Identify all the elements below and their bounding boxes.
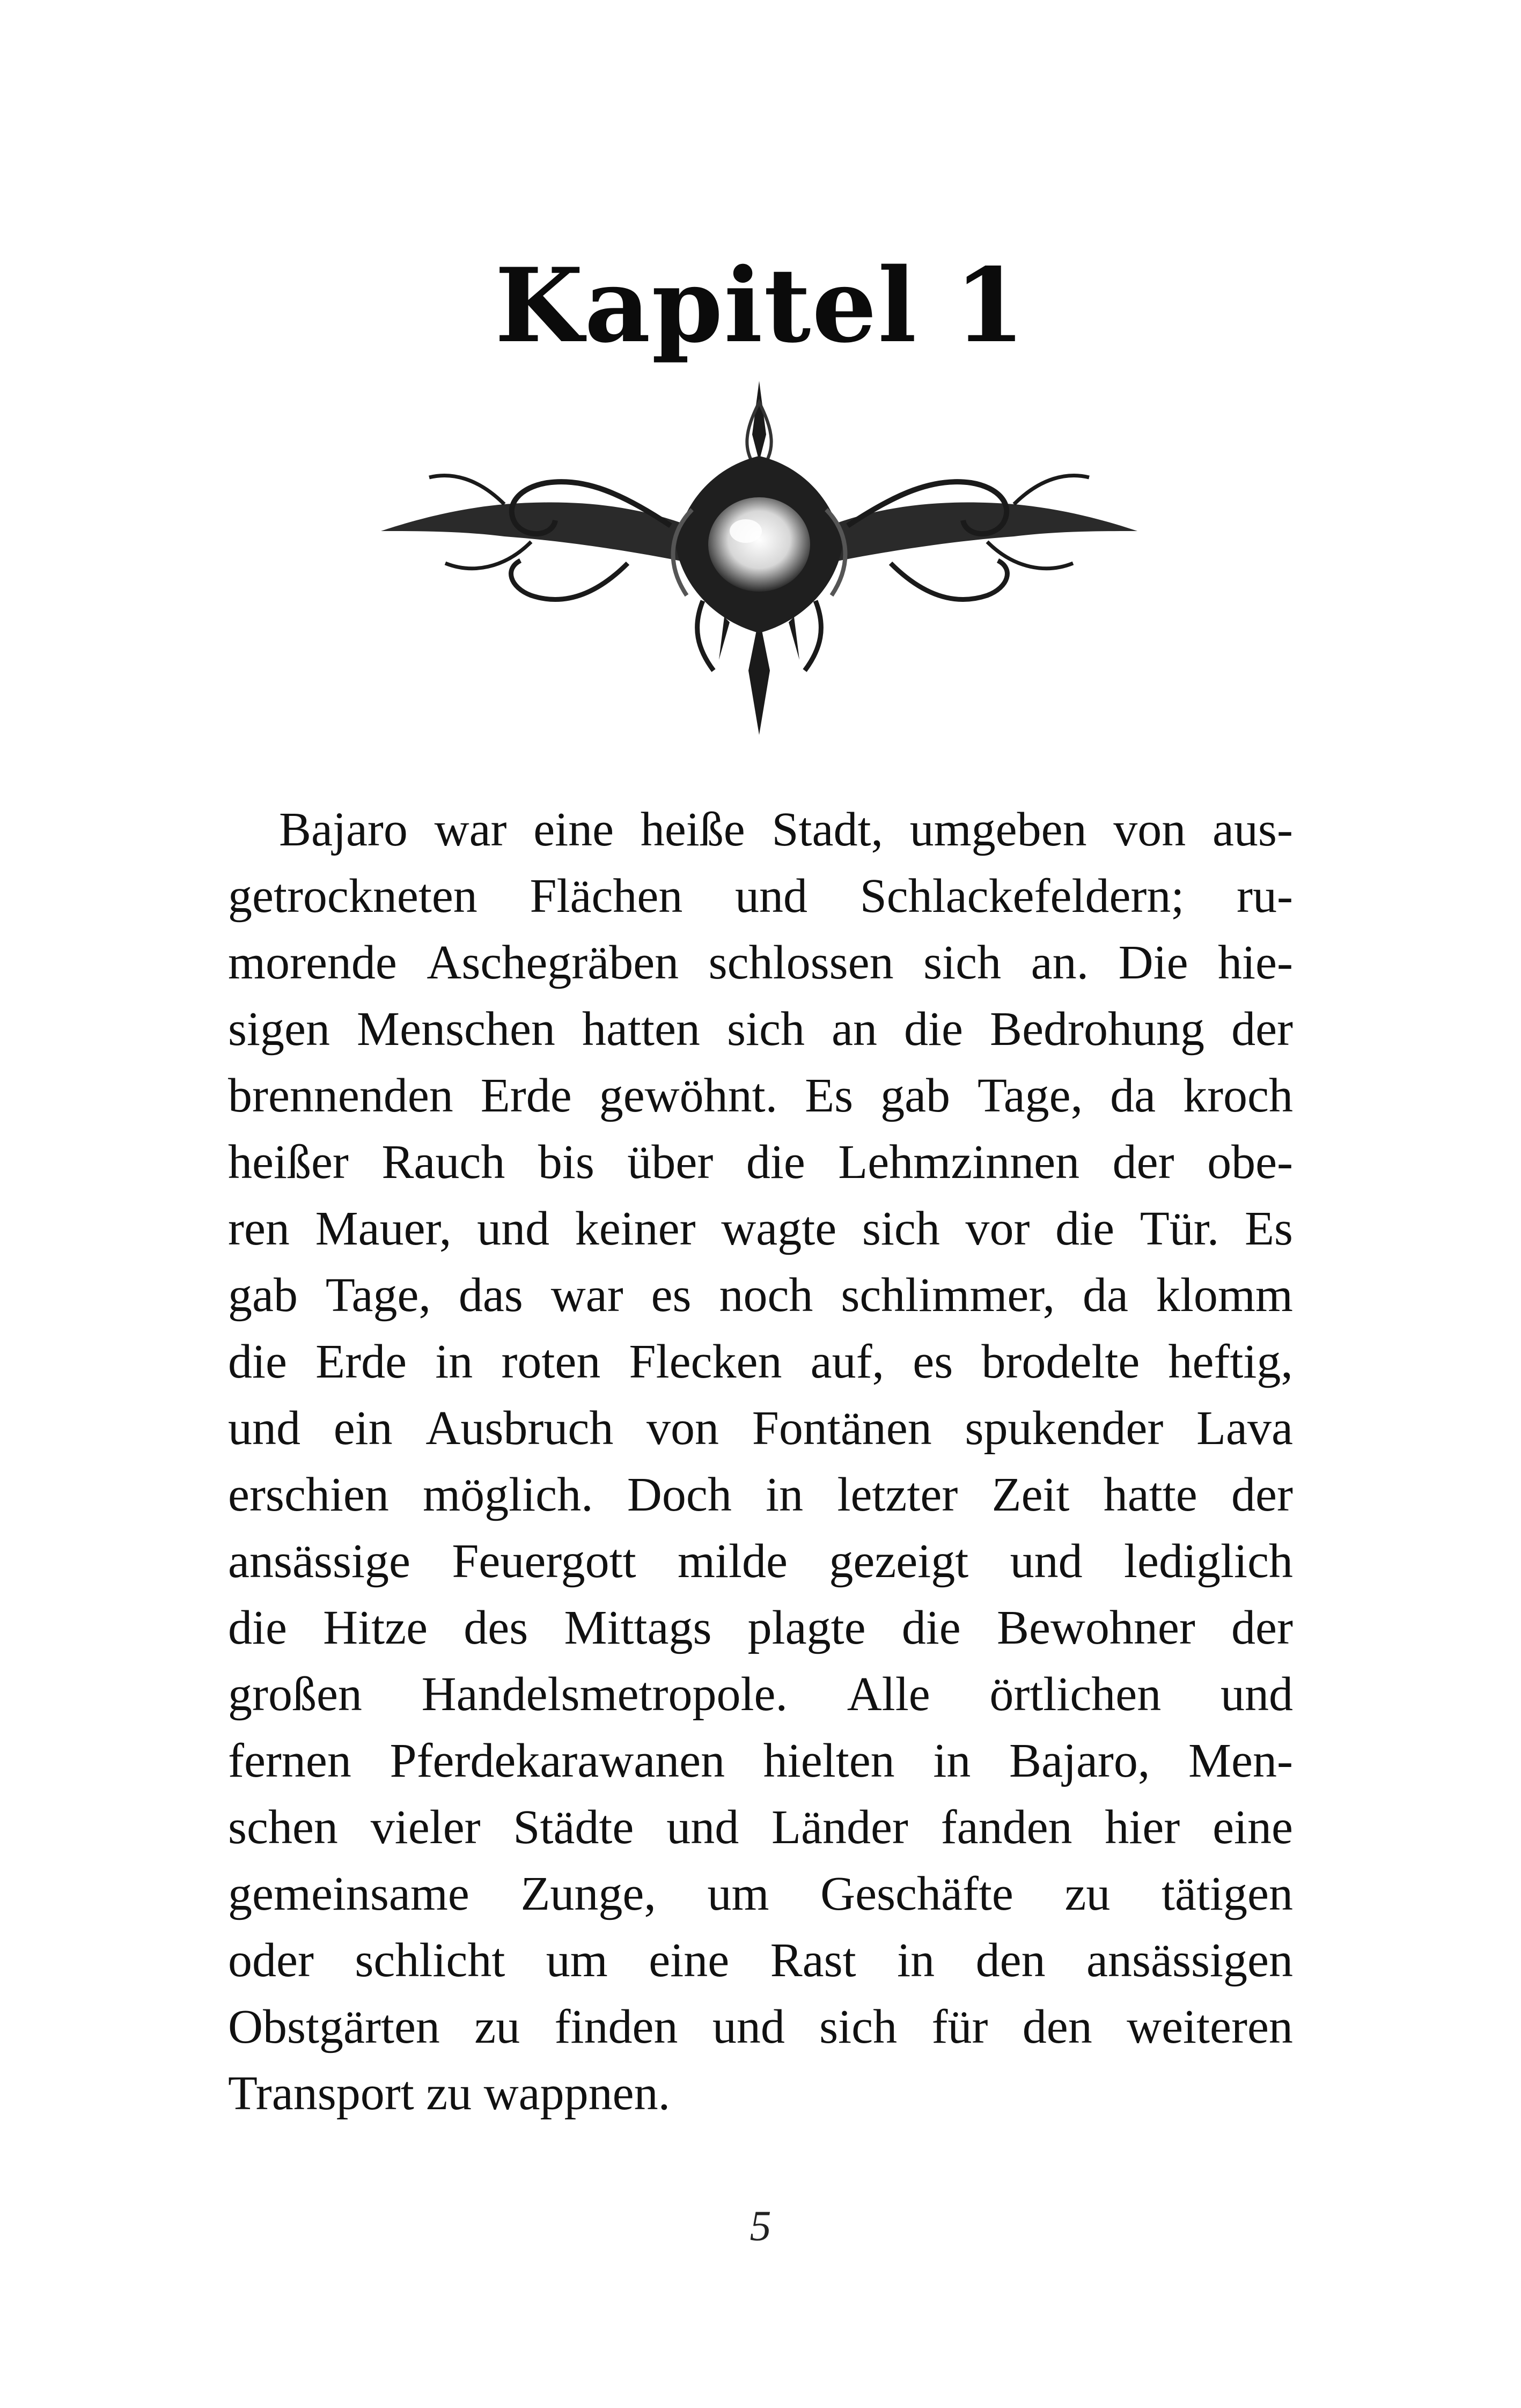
text-line: Bajaro war eine heiße Stadt, umgeben von aus- [279, 803, 1293, 856]
text-line: und ein Ausbruch von Fontänen spukender Lava [228, 1402, 1293, 1455]
text-line: großen Handelsmetropole. Alle örtlichen und [228, 1668, 1293, 1721]
text-line: fernen Pferdekarawanen hielten in Bajaro, Men- [228, 1734, 1293, 1787]
text-line: morende Aschegräben schlossen sich an. Die hie- [228, 936, 1293, 989]
body-paragraph [228, 797, 1293, 2127]
text-line: brennenden Erde gewöhnt. Es gab Tage, da kroch [228, 1069, 1293, 1122]
text-line: sigen Menschen hatten sich an die Bedrohung der [228, 1003, 1293, 1056]
text-line: die Erde in roten Flecken auf, es brodelte heftig, [228, 1335, 1293, 1388]
chapter-title: Kapitel 1 [495, 246, 1026, 365]
text-line: erschien möglich. Doch in letzter Zeit hatte der [228, 1468, 1293, 1521]
text-line: gab Tage, das war es noch schlimmer, da klomm [228, 1269, 1293, 1322]
ornamental-flourish-icon [370, 370, 1148, 740]
text-line-last: Transport zu wappnen. [228, 2067, 671, 2120]
text-line: ren Mauer, und keiner wagte sich vor die Tür. Es [228, 1202, 1293, 1255]
text-line: gemeinsame Zunge, um Geschäfte zu tätigen [228, 1867, 1293, 1920]
text-line: getrockneten Flächen und Schlackefeldern; ru- [228, 870, 1293, 923]
page-number: 5 [750, 2203, 771, 2250]
text-line: schen vieler Städte und Länder fanden hier eine [228, 1801, 1293, 1854]
text-line: Obstgärten zu finden und sich für den weiteren [228, 2000, 1293, 2053]
text-line: oder schlicht um eine Rast in den ansässigen [228, 1934, 1293, 1987]
text-line: heißer Rauch bis über die Lehmzinnen der obe- [228, 1136, 1293, 1189]
text-line: ansässige Feuergott milde gezeigt und lediglich [228, 1535, 1293, 1588]
text-line: die Hitze des Mittags plagte die Bewohner der [228, 1601, 1293, 1654]
